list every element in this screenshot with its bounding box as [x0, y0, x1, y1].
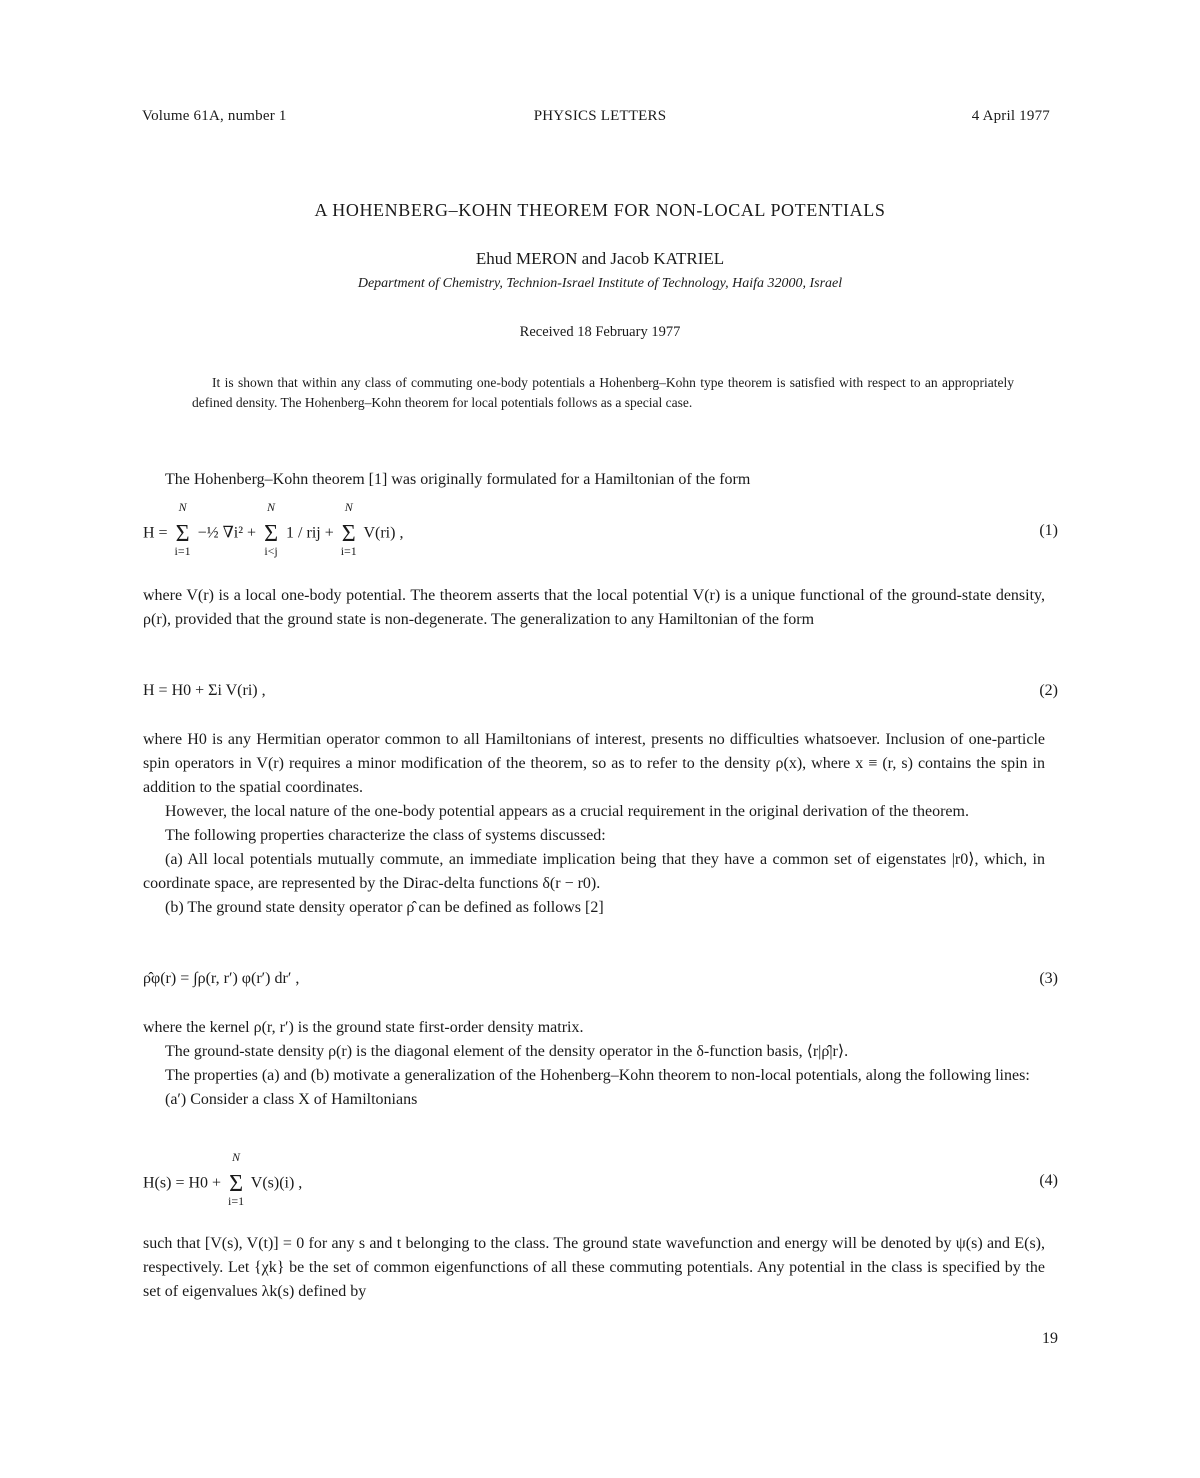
received-date: Received 18 February 1977 — [519, 324, 681, 340]
equation-3: ρ̂φ(r) = ∫ρ(r, r′) φ(r′) dr′ , (3) — [143, 970, 1058, 987]
sum-symbol: N Σ i=1 — [340, 500, 357, 558]
paragraph-1: The Hohenberg–Kohn theorem [1] was originally formulated for a Hamiltonian of the form — [165, 471, 751, 488]
journal-header: PHYSICS LETTERS — [533, 108, 667, 124]
paragraph-7: (b) The ground state density operator ρ̂ can be defined as follows [2] — [165, 899, 604, 916]
paragraph-10: The properties (a) and (b) motivate a generalization of the Hohenberg–Kohn theorem to non-local potentials, along the following lines: — [165, 1067, 1030, 1084]
paragraph-12: such that [V(s), V(t)] = 0 for any s and t belonging to the class. The ground state wavefunction and energy will be denoted by ψ(s) and E(s), respectively. Let {χk} be the set of common eigenfunctions of all these commuting potentials. Any potential in the class is specified by the set of eigenvalues λk(s) defined by — [143, 1235, 1045, 1300]
paragraph-6: (a) All local potentials mutually commute, an immediate implication being that they have a common set of eigenstates |r0⟩, which, in coordinate space, are represented by the Dirac-delta functions δ(r − r0). — [143, 851, 1045, 892]
page-number: 19 — [1042, 1330, 1058, 1347]
body-block — [143, 728, 1045, 920]
paragraph-2: where V(r) is a local one-body potential. The theorem asserts that the local potential V(r) is a unique functional of the ground-state density, ρ(r), provided that the ground state is non-degenerate. The generalization to any Hamiltonian of the form — [143, 587, 1045, 628]
equation-1: H = N Σ i=1 −½ ∇i² + N Σ i<j 1 / rij + N Σ i=1 V(ri) , (1) — [143, 500, 1058, 558]
paragraph-11: (a′) Consider a class X of Hamiltonians — [165, 1091, 418, 1108]
sum-symbol: N Σ i=1 — [174, 500, 191, 558]
paragraph-8: where the kernel ρ(r, r′) is the ground state first-order density matrix. — [143, 1019, 584, 1036]
volume-header: Volume 61A, number 1 — [142, 108, 287, 124]
sum-symbol: N Σ i<j — [264, 500, 279, 558]
paragraph-5: The following properties characterize the class of systems discussed: — [165, 827, 606, 844]
paragraph-3: where H0 is any Hermitian operator common to all Hamiltonians of interest, presents no difficulties whatsoever. Inclusion of one-particle spin operators in V(r) requires a minor modification of the theorem, so as to refer to the density ρ(x), where x ≡ (r, s) contains the spin in addition to the spatial coordinates. — [143, 731, 1045, 796]
paragraph-4: However, the local nature of the one-body potential appears as a crucial requirement in the original derivation of the theorem. — [165, 803, 969, 820]
paragraph-9: The ground-state density ρ(r) is the diagonal element of the density operator in the δ-function basis, ⟨r|ρ̂|r⟩. — [165, 1043, 849, 1060]
equation-number: (2) — [1039, 682, 1058, 699]
affiliation: Department of Chemistry, Technion-Israel Institute of Technology, Haifa 32000, Israel — [357, 276, 843, 291]
equation-4: H(s) = H0 + N Σ i=1 V(s)(i) , (4) — [143, 1150, 1058, 1208]
abstract: It is shown that within any class of commuting one-body potentials a Hohenberg–Kohn type theorem is satisfied with respect to an appropriately defined density. The Hohenberg–Kohn theorem for local potentials follows as a special case. — [192, 375, 1014, 410]
authors: Ehud MERON and Jacob KATRIEL — [475, 249, 725, 268]
equation-number: (4) — [1039, 1172, 1058, 1189]
equation-2: H = H0 + Σi V(ri) , (2) — [143, 682, 1058, 699]
equation-number: (3) — [1039, 970, 1058, 987]
date-header: 4 April 1977 — [971, 108, 1050, 124]
sum-symbol: N Σ i=1 — [227, 1150, 245, 1208]
equation-number: (1) — [1039, 522, 1058, 539]
paper-title: A HOHENBERG–KOHN THEOREM FOR NON-LOCAL POTENTIALS — [314, 200, 886, 220]
body-block-2 — [143, 1016, 1045, 1112]
